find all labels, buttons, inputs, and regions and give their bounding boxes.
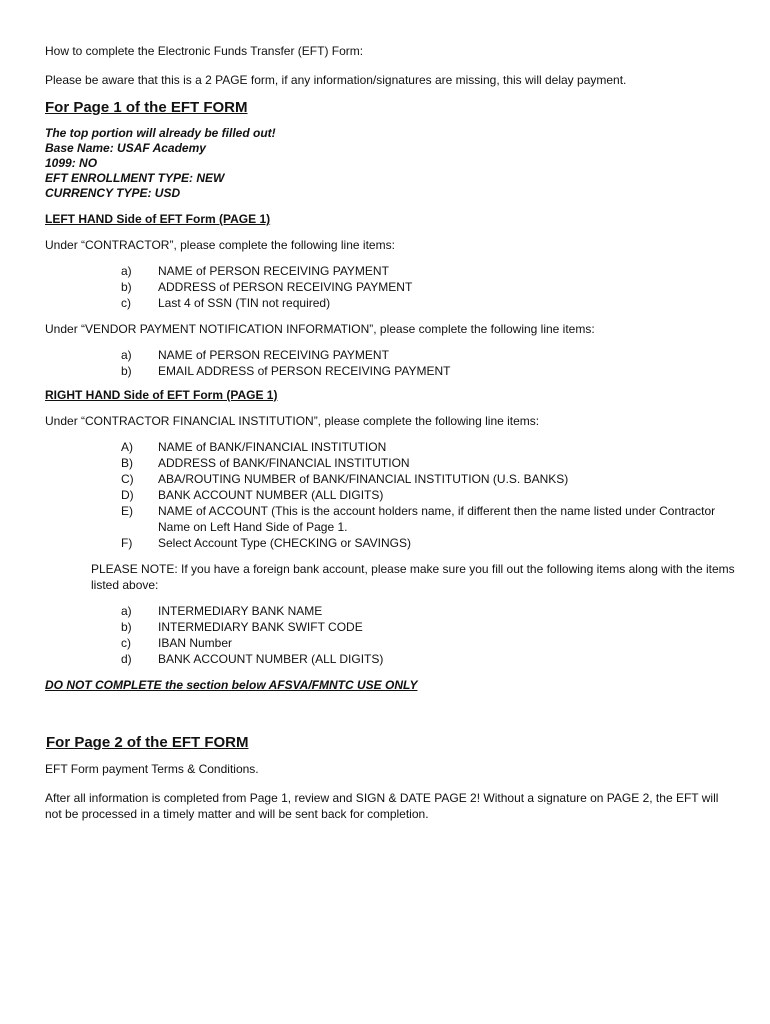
list-marker: b) bbox=[121, 280, 132, 294]
right-side-heading: RIGHT HAND Side of EFT Form (PAGE 1) bbox=[45, 388, 278, 402]
list-item-text: BANK ACCOUNT NUMBER (ALL DIGITS) bbox=[158, 488, 384, 502]
list-item bbox=[121, 635, 735, 651]
foreign-items-list bbox=[45, 603, 735, 667]
financial-intro: Under “CONTRACTOR FINANCIAL INSTITUTION”, please complete the following line items: bbox=[45, 414, 540, 428]
list-item bbox=[121, 295, 735, 311]
page1-heading: For Page 1 of the EFT FORM bbox=[45, 99, 248, 116]
list-item bbox=[121, 619, 735, 635]
list-item bbox=[121, 535, 735, 551]
list-item-text: INTERMEDIARY BANK SWIFT CODE bbox=[158, 620, 363, 634]
page2-instructions: After all information is completed from Page 1, review and SIGN & DATE PAGE 2! Without a signature on PAGE 2, the EFT will not be processed in a timely matter and will be sent back for completion. bbox=[45, 791, 719, 821]
do-not-complete-notice: DO NOT COMPLETE the section below AFSVA/FMNTC USE ONLY bbox=[45, 678, 418, 692]
list-item-text: ABA/ROUTING NUMBER of BANK/FINANCIAL INSTITUTION (U.S. BANKS) bbox=[158, 472, 569, 486]
prefilled-line: Base Name: USAF Academy bbox=[45, 141, 206, 155]
left-side-heading: LEFT HAND Side of EFT Form (PAGE 1) bbox=[45, 212, 271, 226]
list-item-text: NAME of ACCOUNT (This is the account holders name, if different then the name listed under Contractor Name on Left Hand Side of Page 1. bbox=[158, 504, 716, 534]
list-item-text: NAME of PERSON RECEIVING PAYMENT bbox=[158, 348, 389, 362]
list-marker: F) bbox=[121, 536, 133, 550]
list-marker: C) bbox=[121, 472, 134, 486]
list-item bbox=[121, 651, 735, 667]
intro-warning: Please be aware that this is a 2 PAGE form, if any information/signatures are missing, this will delay payment. bbox=[45, 73, 627, 87]
list-marker: B) bbox=[121, 456, 133, 470]
foreign-account-note: PLEASE NOTE: If you have a foreign bank account, please make sure you fill out the following items along with the items listed above: bbox=[91, 562, 735, 592]
list-item bbox=[121, 455, 735, 471]
list-item-text: NAME of BANK/FINANCIAL INSTITUTION bbox=[158, 440, 387, 454]
prefilled-line: CURRENCY TYPE: USD bbox=[45, 186, 181, 200]
list-marker: a) bbox=[121, 348, 132, 362]
page2-heading: For Page 2 of the EFT FORM bbox=[46, 734, 249, 751]
prefilled-line: 1099: NO bbox=[45, 156, 98, 170]
contractor-items-list bbox=[45, 263, 735, 311]
list-marker: a) bbox=[121, 264, 132, 278]
prefilled-line: The top portion will already be filled out! bbox=[45, 126, 276, 140]
list-item-text: BANK ACCOUNT NUMBER (ALL DIGITS) bbox=[158, 652, 384, 666]
list-item-text: EMAIL ADDRESS of PERSON RECEIVING PAYMENT bbox=[158, 364, 451, 378]
list-item bbox=[121, 471, 735, 487]
list-marker: c) bbox=[121, 636, 131, 650]
list-marker: A) bbox=[121, 440, 133, 454]
prefilled-line: EFT ENROLLMENT TYPE: NEW bbox=[45, 171, 225, 185]
list-item bbox=[121, 279, 735, 295]
list-marker: a) bbox=[121, 604, 132, 618]
list-item-text: INTERMEDIARY BANK NAME bbox=[158, 604, 323, 618]
intro-line: How to complete the Electronic Funds Transfer (EFT) Form: bbox=[45, 44, 364, 58]
list-item bbox=[121, 347, 735, 363]
vendor-items-list bbox=[45, 347, 735, 379]
list-marker: c) bbox=[121, 296, 131, 310]
list-item-text: Last 4 of SSN (TIN not required) bbox=[158, 296, 331, 310]
list-marker: E) bbox=[121, 504, 133, 518]
list-marker: d) bbox=[121, 652, 132, 666]
list-item bbox=[121, 263, 735, 279]
terms-line: EFT Form payment Terms & Conditions. bbox=[45, 762, 259, 776]
list-item bbox=[121, 503, 735, 535]
financial-items-list bbox=[45, 439, 735, 551]
list-item bbox=[121, 363, 735, 379]
list-item-text: IBAN Number bbox=[158, 636, 233, 650]
list-item-text: NAME of PERSON RECEIVING PAYMENT bbox=[158, 264, 389, 278]
list-item bbox=[121, 487, 735, 503]
list-item bbox=[121, 603, 735, 619]
list-item-text: ADDRESS of PERSON RECEIVING PAYMENT bbox=[158, 280, 413, 294]
list-item-text: ADDRESS of BANK/FINANCIAL INSTITUTION bbox=[158, 456, 410, 470]
document-page bbox=[45, 43, 735, 822]
list-item-text: Select Account Type (CHECKING or SAVINGS) bbox=[158, 536, 411, 550]
vendor-intro: Under “VENDOR PAYMENT NOTIFICATION INFORMATION”, please complete the following line items: bbox=[45, 322, 595, 336]
list-marker: b) bbox=[121, 364, 132, 378]
list-item bbox=[121, 439, 735, 455]
list-marker: D) bbox=[121, 488, 134, 502]
list-marker: b) bbox=[121, 620, 132, 634]
contractor-intro: Under “CONTRACTOR”, please complete the following line items: bbox=[45, 238, 395, 252]
prefilled-block bbox=[45, 126, 735, 201]
